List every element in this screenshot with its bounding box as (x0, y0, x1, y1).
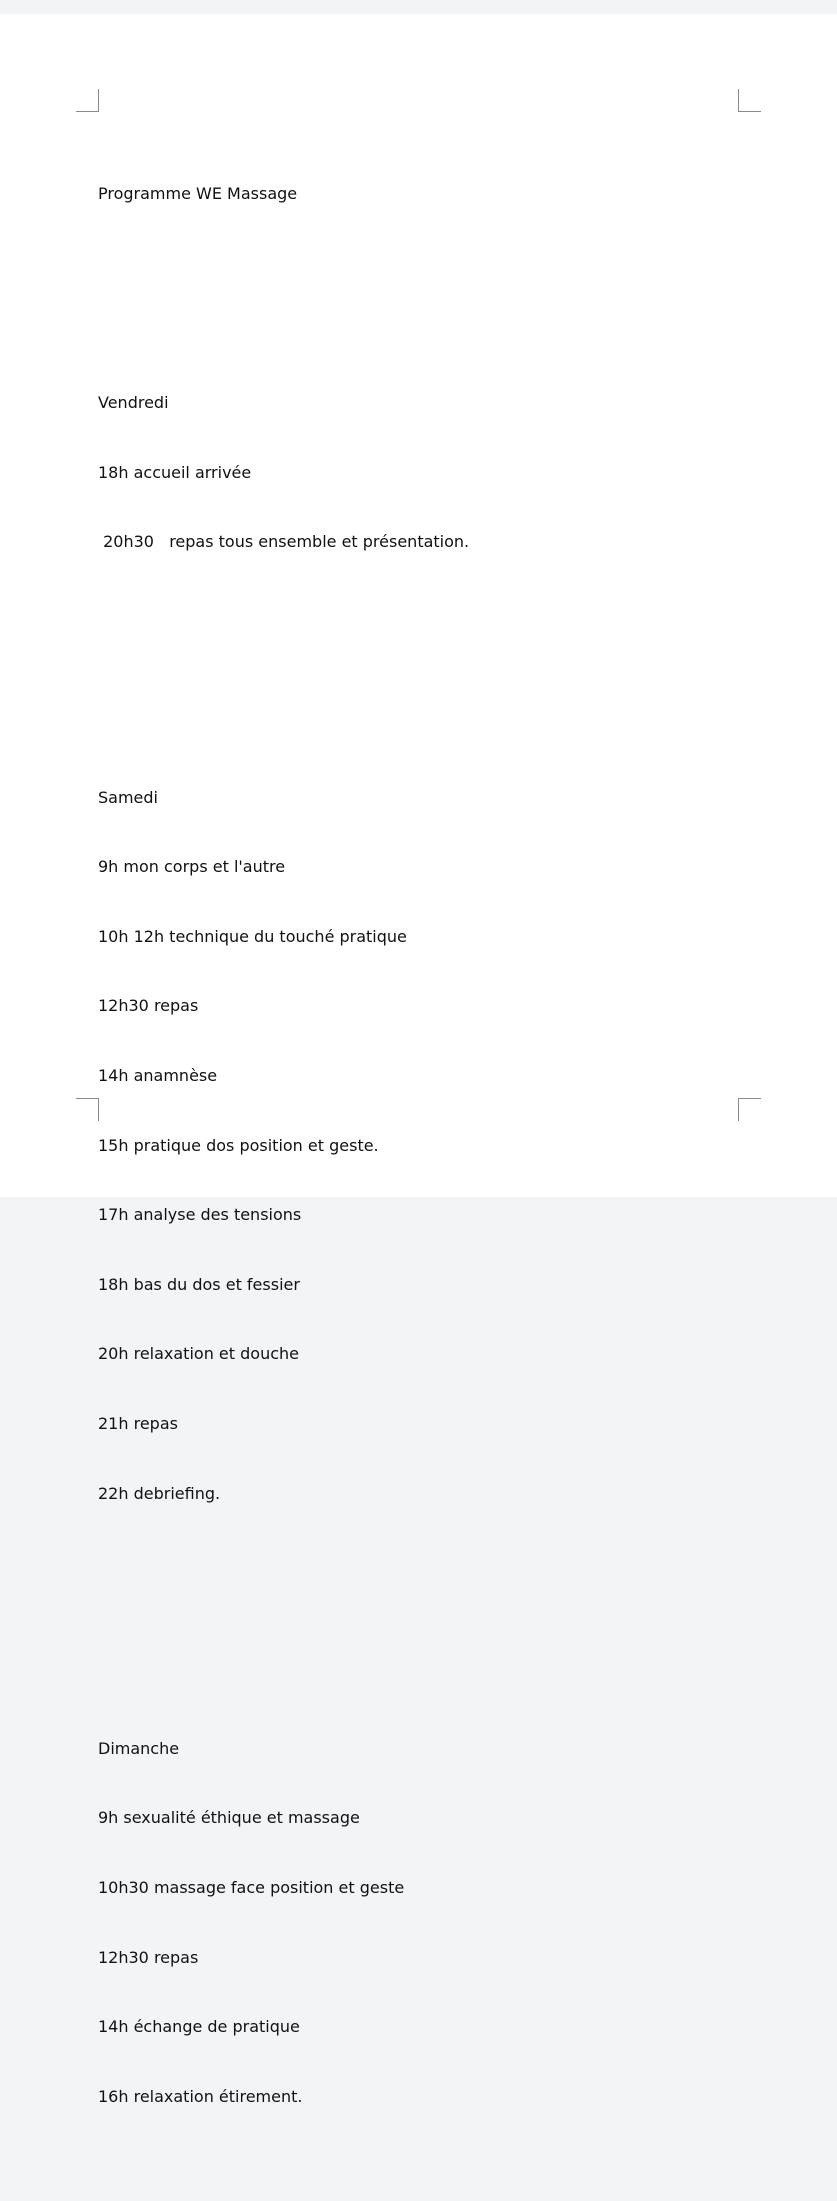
schedule-item: 16h relaxation étirement. (98, 2086, 303, 2106)
schedule-item: 10h30 massage face position et geste (98, 1877, 405, 1897)
schedule-item: 15h pratique dos position et geste. (98, 1135, 379, 1155)
schedule-item: 22h debriefing. (98, 1483, 221, 1503)
schedule-item: 21h repas (98, 1413, 178, 1433)
crop-mark-top-right (738, 89, 761, 112)
schedule-item: 12h30 repas (98, 996, 199, 1016)
schedule-item: 9h sexualité éthique et massage (98, 1808, 360, 1828)
section-samedi (98, 739, 738, 1551)
schedule-item: 17h analyse des tensions (98, 1205, 302, 1225)
crop-mark-bottom-left (76, 1098, 99, 1121)
crop-mark-bottom-right (738, 1098, 761, 1121)
section-dimanche (98, 1690, 738, 2154)
schedule-item: 9h mon corps et l'autre (98, 857, 286, 877)
schedule-item: 20h30 repas tous ensemble et présentation. (98, 532, 470, 552)
crop-mark-top-left (76, 89, 99, 112)
schedule-item: 10h 12h technique du touché pratique (98, 926, 407, 946)
schedule-item: 12h30 repas (98, 1947, 199, 1967)
blank-line (98, 1598, 738, 1621)
blank-line (98, 646, 738, 669)
document-body[interactable] (98, 136, 738, 2201)
blank-line (98, 252, 738, 275)
section-vendredi (98, 345, 738, 600)
document-page[interactable] (0, 14, 837, 2106)
schedule-item: 14h anamnèse (98, 1065, 218, 1085)
section-heading: Dimanche (98, 1738, 180, 1758)
schedule-item: 14h échange de pratique (98, 2017, 300, 2037)
section-heading: Vendredi (98, 393, 169, 413)
schedule-item: 18h accueil arrivée (98, 462, 252, 482)
schedule-item: 20h relaxation et douche (98, 1344, 299, 1364)
section-heading: Samedi (98, 787, 158, 807)
document-title: Programme WE Massage (98, 184, 298, 204)
schedule-item: 18h bas du dos et fessier (98, 1274, 300, 1294)
